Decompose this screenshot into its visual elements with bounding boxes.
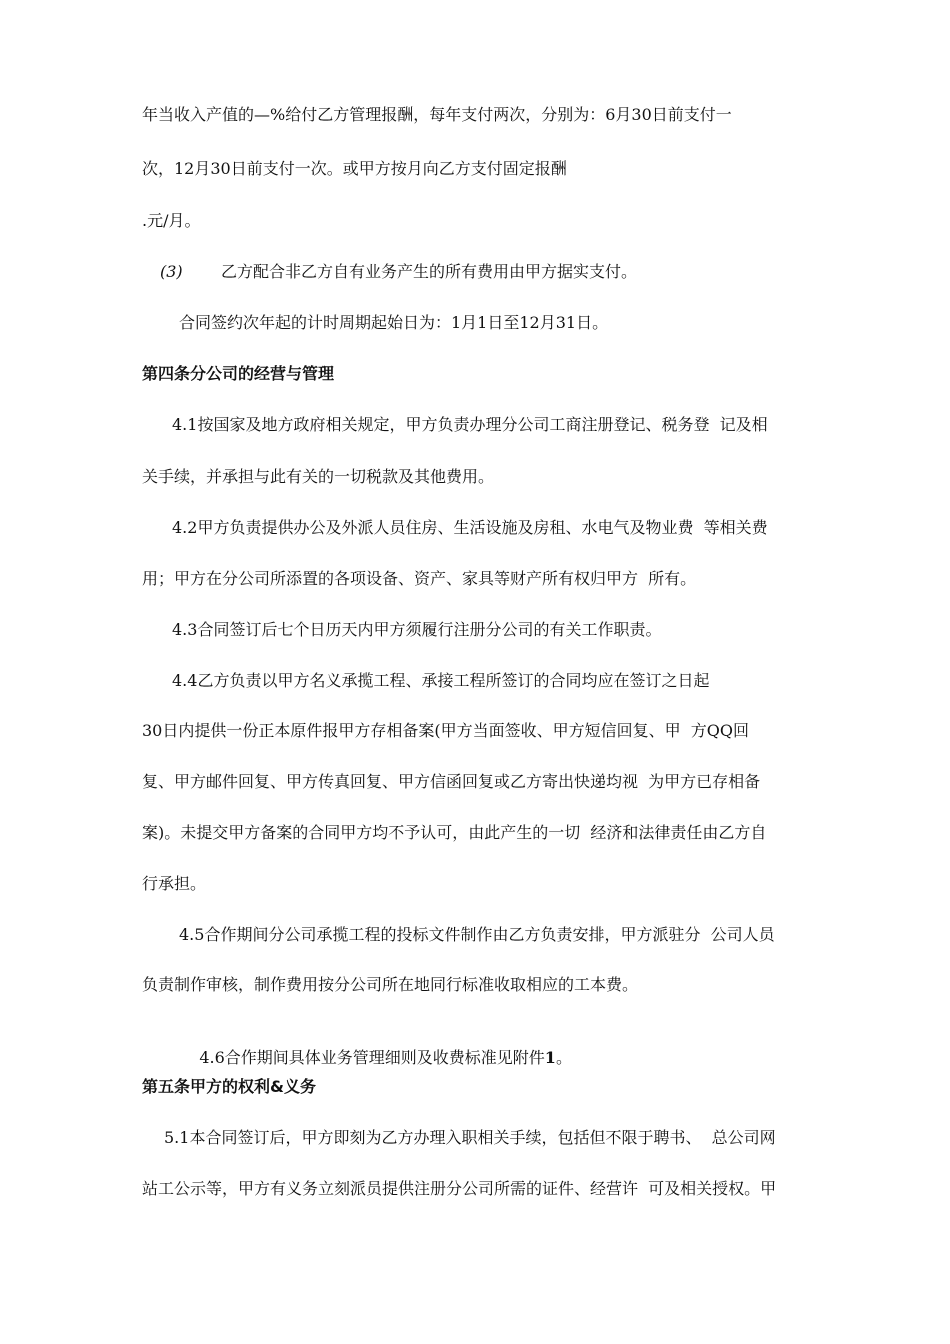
paragraph-line: 年当收入产值的—%给付乙方管理报酬，每年支付两次，分别为：6月30日前支付一 [142,105,732,124]
paragraph-line: 4.5合作期间分公司承揽工程的投标文件制作由乙方负责安排，甲方派驻分 公司人员 [179,925,775,944]
paragraph-punctuation: 。 [555,1048,572,1067]
paragraph-line: 复、甲方邮件回复、甲方传真回复、甲方信函回复或乙方寄出快递均视 为甲方已存相备 [142,772,761,791]
section-heading: 第五条甲方的权利&义务 [142,1077,316,1096]
paragraph-line: .元/月。 [142,211,201,230]
paragraph-line: 4.3合同签订后七个日历天内甲方须履行注册分公司的有关工作职责。 [172,620,662,639]
paragraph-line: 乙方配合非乙方自有业务产生的所有费用由甲方据实支付。 [221,262,638,281]
attachment-number: 1 [544,1048,556,1067]
paragraph-line: 用；甲方在分公司所添置的各项设备、资产、家具等财产所有权归甲方 所有。 [142,569,697,588]
paragraph-line: 关手续，并承担与此有关的一切税款及其他费用。 [142,467,495,486]
paragraph-line: 4.1按国家及地方政府相关规定，甲方负责办理分公司工商注册登记、税务登 记及相 [172,415,768,434]
list-marker: (3) [160,262,183,281]
paragraph-line: 站工公示等，甲方有义务立刻派员提供注册分公司所需的证件、经营许 可及相关授权。甲 [142,1179,777,1198]
paragraph-line: 负责制作审核，制作费用按分公司所在地同行标准收取相应的工本费。 [142,975,639,994]
paragraph-line: 行承担。 [142,874,207,893]
paragraph-text: 4.6合作期间具体业务管理细则及收费标准见附件 [199,1048,545,1067]
section-heading: 第四条分公司的经营与管理 [142,364,335,383]
paragraph-line: 4.4乙方负责以甲方名义承揽工程、承接工程所签订的合同均应在签订之日起 [172,671,710,690]
paragraph-line: 4.2甲方负责提供办公及外派人员住房、生活设施及房租、水电气及物业费 等相关费 [172,518,768,537]
paragraph-line: 5.1本合同签订后，甲方即刻为乙方办理入职相关手续，包括但不限于聘书、 总公司网 [164,1128,776,1147]
paragraph-line: 案)。未提交甲方备案的合同甲方均不予认可，由此产生的一切 经济和法律责任由乙方自 [142,823,767,842]
paragraph-line: 次，12月30日前支付一次。或甲方按月向乙方支付固定报酬 [142,159,567,178]
paragraph-line: 合同签约次年起的计时周期起始日为：1月1日至12月31日。 [179,313,609,332]
paragraph-line: 30日内提供一份正本原件报甲方存相备案(甲方当面签收、甲方短信回复、甲 方QQ回 [142,721,750,740]
